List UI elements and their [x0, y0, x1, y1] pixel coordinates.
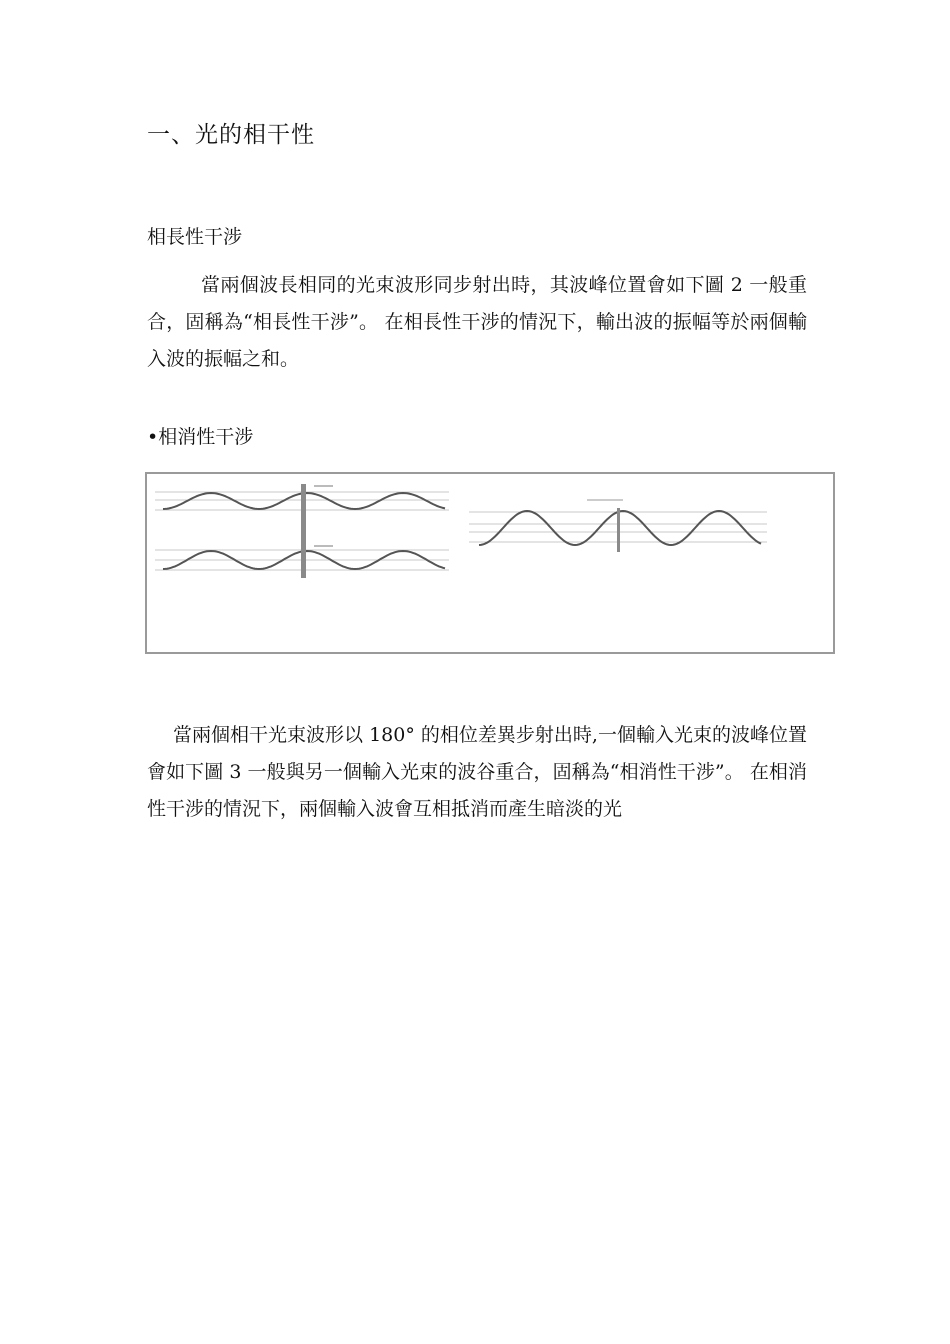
phase-marker: [301, 484, 306, 578]
destructive-subheading: •相消性干涉: [147, 426, 254, 448]
section-heading: 一、光的相干性: [147, 122, 315, 148]
destructive-paragraph: 當兩個相干光束波形以 180° 的相位差異步射出時,一個輸入光束的波峰位置會如下圖 3 一般與另一個輸入光束的波谷重合，固稱為“相消性干涉”。 在相消性干涉的情況下，兩個輸入波會互相抵消而產生暗淡的光: [147, 724, 807, 820]
constructive-paragraph: 當兩個波長相同的光束波形同步射出時，其波峰位置會如下圖 2 一般重合，固稱為“相長性干涉”。 在相長性干涉的情況下，輸出波的振幅等於兩個輸入波的振幅之和。: [147, 274, 807, 370]
output-phase-marker: [617, 508, 620, 552]
wave-diagram: [147, 474, 833, 652]
constructive-subheading: 相長性干涉: [147, 226, 243, 248]
interference-figure: [145, 472, 835, 654]
